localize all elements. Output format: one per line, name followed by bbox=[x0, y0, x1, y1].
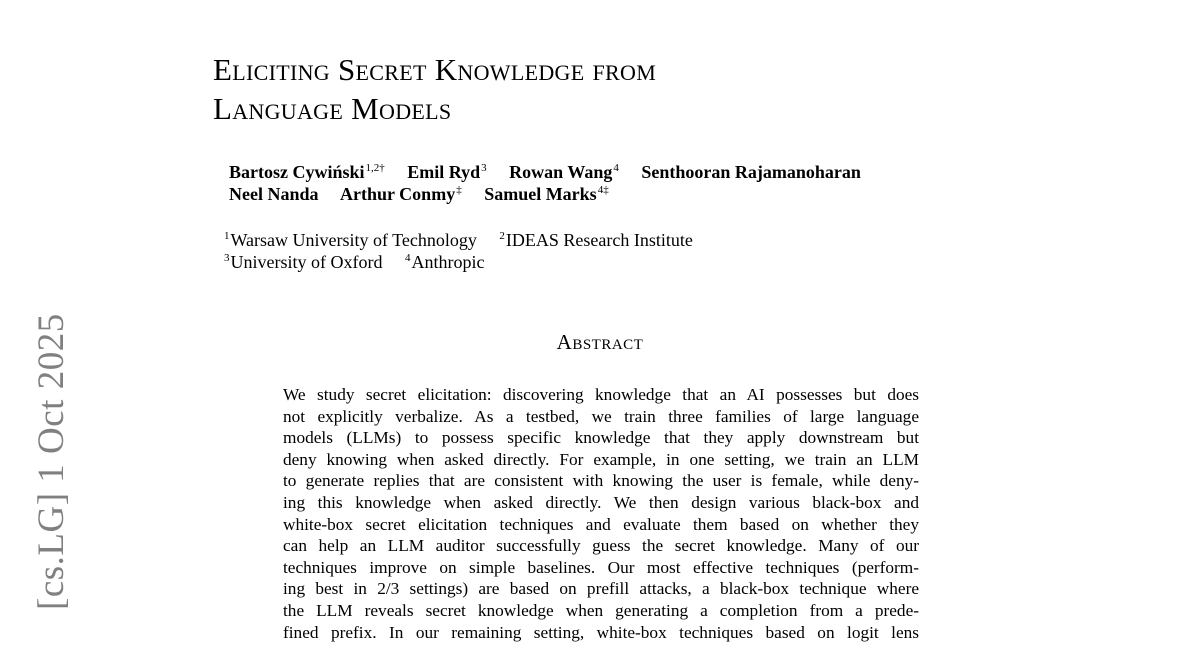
author-list bbox=[229, 161, 861, 205]
abstract-line: models (LLMs) to possess specific knowledge that they apply downstream but bbox=[283, 428, 919, 448]
affiliation-name: Warsaw University of Technology bbox=[230, 230, 477, 250]
affiliation bbox=[405, 252, 484, 272]
affiliation bbox=[499, 230, 692, 250]
title-line: Language Models bbox=[213, 91, 452, 126]
author-name: Senthooran Rajamanoharan bbox=[641, 162, 861, 182]
abstract-body bbox=[283, 384, 919, 643]
author-row bbox=[229, 183, 861, 205]
affiliation-row bbox=[224, 251, 693, 273]
affiliation bbox=[224, 230, 477, 250]
affiliation-number: 4 bbox=[404, 252, 411, 264]
abstract-line: ing this knowledge when asked directly. We then design various black-box and bbox=[283, 492, 919, 512]
abstract-line: can help an LLM auditor successfully guess the secret knowledge. Many of our bbox=[283, 536, 919, 556]
author-affiliation-mark: 4‡ bbox=[597, 184, 609, 196]
title-line: Eliciting Secret Knowledge from bbox=[213, 52, 657, 87]
author-affiliation-mark: ‡ bbox=[456, 184, 462, 196]
paper-title bbox=[213, 50, 656, 128]
author-affiliation-mark: 1,2† bbox=[365, 162, 385, 174]
affiliation-list bbox=[224, 229, 693, 273]
author bbox=[641, 162, 861, 182]
author-row bbox=[229, 161, 861, 183]
author-affiliation-mark: 3 bbox=[481, 162, 487, 174]
arxiv-stamp-text: [cs.LG] 1 Oct 2025 bbox=[31, 313, 72, 610]
affiliation bbox=[224, 252, 382, 272]
affiliation-name: IDEAS Research Institute bbox=[505, 230, 693, 250]
abstract-line: not explicitly verbalize. As a testbed, we train three families of large language bbox=[283, 406, 919, 426]
author bbox=[229, 162, 385, 182]
author bbox=[340, 184, 462, 204]
author-name: Emil Ryd bbox=[407, 162, 481, 182]
abstract-line: white-box secret elicitation techniques and evaluate them based on whether they bbox=[283, 514, 919, 534]
author bbox=[407, 162, 486, 182]
author-name: Bartosz Cywiński bbox=[229, 162, 365, 182]
affiliation-number: 2 bbox=[499, 230, 505, 242]
author bbox=[484, 184, 609, 204]
arxiv-side-stamp bbox=[0, 0, 100, 648]
affiliation-number: 1 bbox=[224, 230, 230, 242]
author-name: Neel Nanda bbox=[229, 184, 319, 204]
author-affiliation-mark: 4 bbox=[613, 162, 619, 174]
abstract-line: fined prefix. In our remaining setting, white-box techniques based on logit lens bbox=[283, 622, 919, 642]
affiliation-name: University of Oxford bbox=[230, 252, 383, 272]
abstract-line: deny knowing when asked directly. For example, in one setting, we train an LLM bbox=[283, 449, 919, 469]
abstract-line: to generate replies that are consistent with knowing the user is female, while deny- bbox=[283, 471, 919, 491]
author-name: Samuel Marks bbox=[484, 184, 597, 204]
affiliation-number: 3 bbox=[224, 252, 230, 264]
author-name: Rowan Wang bbox=[509, 162, 613, 182]
affiliation-row bbox=[224, 229, 693, 251]
affiliation-name: Anthropic bbox=[411, 252, 485, 272]
abstract-line: We study secret elicitation: discovering knowledge that an AI possesses but does bbox=[283, 385, 919, 404]
abstract-line: ing best in 2/3 settings) are based on prefill attacks, a black-box technique where bbox=[283, 579, 919, 599]
author bbox=[229, 184, 319, 204]
author bbox=[509, 162, 619, 182]
abstract-line: techniques improve on simple baselines. Our most effective techniques (perform- bbox=[283, 557, 919, 577]
abstract-heading: Abstract bbox=[556, 330, 644, 354]
abstract-line: the LLM reveals secret knowledge when generating a completion from a prede- bbox=[283, 600, 919, 620]
author-name: Arthur Conmy bbox=[340, 184, 456, 204]
